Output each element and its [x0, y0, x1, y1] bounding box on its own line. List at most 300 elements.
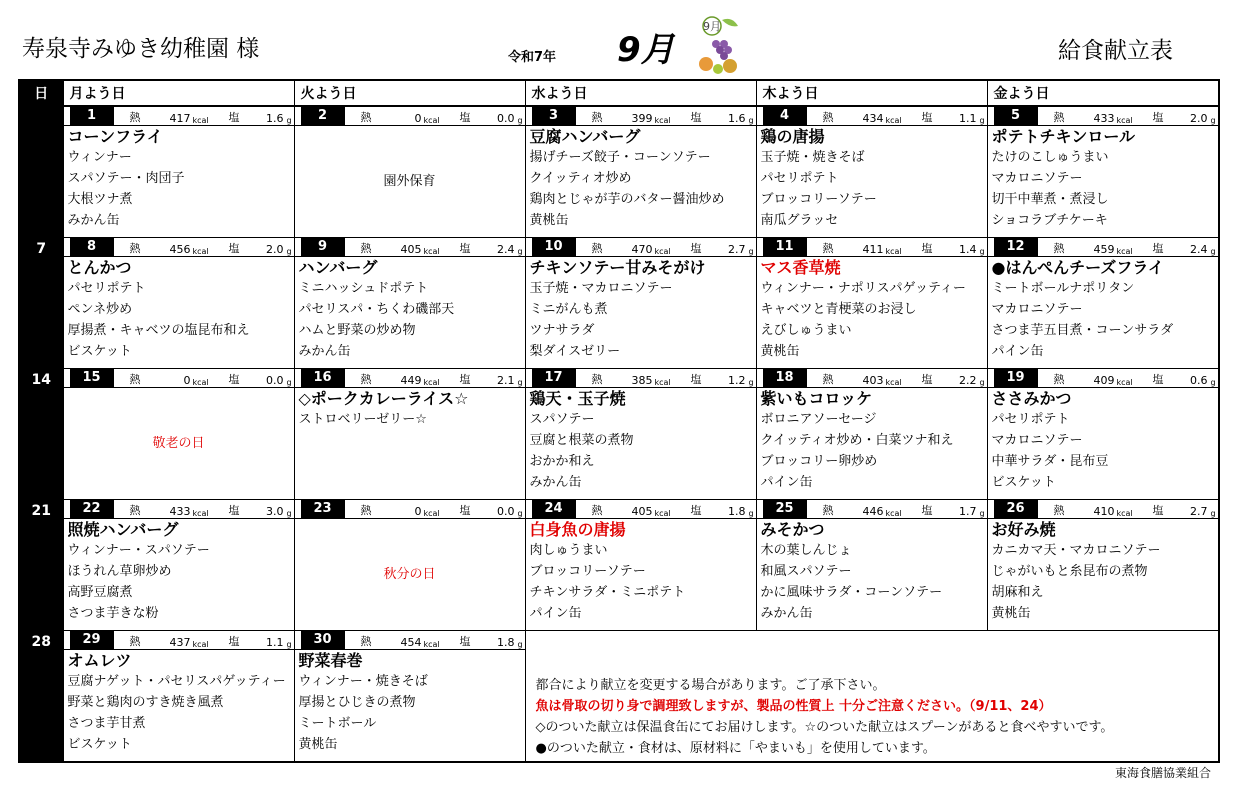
day-number: 9	[301, 238, 345, 256]
day-cell	[756, 106, 987, 238]
energy-value: 437	[169, 636, 191, 649]
salt-label: 塩	[459, 111, 471, 124]
energy-label: 熱	[822, 111, 834, 124]
energy-label: 熱	[822, 504, 834, 517]
side-dish: 大根ツナ煮	[67, 192, 133, 207]
nutrition-bar	[295, 500, 525, 519]
day-cell	[756, 238, 987, 369]
salt-label: 塩	[1152, 373, 1164, 386]
nutrition-bar	[526, 500, 756, 519]
main-dish: 紫いもコロッケ	[760, 389, 873, 408]
salt-value: 1.8	[728, 505, 746, 518]
day-cell	[987, 369, 1219, 500]
nutrition-bar	[295, 238, 525, 257]
side-dish: スパソテー・肉団子	[67, 171, 185, 186]
energy-unit: kcal	[423, 116, 440, 125]
salt-unit: g	[748, 378, 754, 387]
day-cell	[525, 238, 756, 369]
energy-value: 459	[1093, 243, 1115, 256]
day-cell	[63, 631, 294, 763]
energy-label: 熱	[129, 635, 141, 648]
main-dish: ◇ポークカレーライス☆	[298, 389, 469, 408]
salt-value: 2.0	[1190, 112, 1208, 125]
side-dish: さつま芋五目煮・コーンサラダ	[991, 323, 1174, 338]
main-dish: お好み焼	[991, 520, 1056, 539]
salt-label: 塩	[228, 242, 240, 255]
salt-unit: g	[286, 247, 292, 256]
side-dish: 玉子焼・マカロニソテー	[529, 281, 673, 296]
sunday-date: 14	[31, 372, 51, 388]
main-dish: コーンフライ	[67, 127, 163, 146]
nutrition-bar	[64, 631, 294, 650]
salt-label: 塩	[690, 504, 702, 517]
side-dish: パセリポテト	[67, 281, 146, 296]
day-number: 4	[763, 107, 807, 125]
side-dish: 豆腐と根菜の煮物	[529, 433, 634, 448]
salt-unit: g	[286, 378, 292, 387]
salt-label: 塩	[921, 242, 933, 255]
energy-value: 433	[1093, 112, 1115, 125]
day-number: 24	[532, 500, 576, 518]
day-cell	[63, 106, 294, 238]
energy-label: 熱	[360, 504, 372, 517]
salt-label: 塩	[1152, 242, 1164, 255]
energy-value: 470	[631, 243, 653, 256]
day-number: 10	[532, 238, 576, 256]
day-number: 2	[301, 107, 345, 125]
side-dish: ペンネ炒め	[67, 302, 133, 317]
side-dish: ミニハッシュドポテト	[298, 281, 429, 296]
salt-label: 塩	[921, 111, 933, 124]
menu-title: 給食献立表	[1058, 38, 1173, 64]
energy-value: 0	[183, 374, 191, 387]
day-cell	[987, 500, 1219, 631]
energy-value: 446	[862, 505, 884, 518]
energy-label: 熱	[360, 635, 372, 648]
nutrition-bar	[988, 238, 1219, 257]
day-cell	[63, 500, 294, 631]
energy-unit: kcal	[423, 640, 440, 649]
main-dish: 照焼ハンバーグ	[67, 520, 179, 539]
salt-label: 塩	[228, 111, 240, 124]
day-number: 19	[994, 369, 1038, 387]
energy-value: 399	[631, 112, 653, 125]
nutrition-bar	[295, 369, 525, 388]
day-cell	[63, 238, 294, 369]
salt-value: 0.6	[1190, 374, 1208, 387]
nutrition-bar	[757, 107, 987, 126]
art-label: 9月	[703, 20, 721, 33]
side-dish: ミニがんも煮	[529, 302, 608, 317]
salt-label: 塩	[690, 111, 702, 124]
week-row	[19, 369, 1219, 500]
side-dish: さつま芋甘煮	[67, 716, 146, 731]
nutrition-bar	[526, 238, 756, 257]
day-note: 秋分の日	[383, 567, 436, 582]
salt-value: 2.4	[1190, 243, 1208, 256]
side-dish: 胡麻和え	[991, 585, 1044, 600]
salt-label: 塩	[921, 504, 933, 517]
energy-unit: kcal	[423, 247, 440, 256]
nutrition-bar	[64, 500, 294, 519]
side-dish: 黄桃缶	[991, 606, 1031, 621]
side-dish: 木の葉しんじょ	[760, 543, 852, 558]
energy-unit: kcal	[1116, 247, 1133, 256]
side-dish: ハムと野菜の炒め物	[298, 323, 416, 338]
energy-label: 熱	[591, 242, 603, 255]
day-cell	[756, 500, 987, 631]
weekday-sun: 日	[19, 80, 63, 106]
side-dish: みかん缶	[529, 475, 582, 490]
side-dish: クイッティオ炒め・白菜ツナ和え	[760, 433, 954, 448]
side-dish: パセリスパ・ちくわ磯部天	[298, 302, 455, 317]
side-dish: キャベツと青梗菜のお浸し	[760, 302, 917, 317]
energy-value: 409	[1093, 374, 1115, 387]
day-cell	[63, 369, 294, 500]
energy-label: 熱	[822, 242, 834, 255]
side-dish: 豆腐ナゲット・パセリスパゲッティー	[67, 674, 286, 689]
salt-unit: g	[979, 116, 985, 125]
note-line: ●のついた献立・食材は、原材料に「やまいも」を使用しています。	[535, 741, 936, 756]
day-cell	[987, 238, 1219, 369]
energy-unit: kcal	[423, 378, 440, 387]
side-dish: ブロッコリーソテー	[760, 192, 877, 207]
energy-label: 熱	[1053, 504, 1065, 517]
day-number: 29	[70, 631, 114, 649]
energy-value: 0	[414, 112, 422, 125]
salt-label: 塩	[459, 635, 471, 648]
salt-label: 塩	[921, 373, 933, 386]
day-number: 11	[763, 238, 807, 256]
notes-body	[526, 675, 1219, 761]
side-dish: 厚揚とひじきの煮物	[298, 695, 416, 710]
salt-label: 塩	[228, 373, 240, 386]
nutrition-bar	[64, 238, 294, 257]
side-dish: カニカマ天・マカロニソテー	[991, 543, 1161, 558]
salt-value: 2.2	[959, 374, 977, 387]
energy-value: 0	[414, 505, 422, 518]
main-dish: ●はんぺんチーズフライ	[991, 258, 1164, 277]
nutrition-bar	[757, 500, 987, 519]
side-dish: さつま芋きな粉	[67, 606, 159, 621]
main-dish: マス香草焼	[760, 258, 841, 277]
sunday-cell	[19, 500, 63, 631]
side-dish: パイン缶	[991, 344, 1044, 359]
salt-unit: g	[286, 640, 292, 649]
day-number: 22	[70, 500, 114, 518]
energy-unit: kcal	[885, 378, 902, 387]
note-line: ◇のついた献立は保温食缶にてお届けします。☆のついた献立はスプーンがあると食べやすいです。	[535, 720, 1114, 735]
day-cell	[525, 106, 756, 238]
side-dish: 中華サラダ・昆布豆	[991, 454, 1109, 469]
side-dish: ボロニアソーセージ	[760, 412, 877, 427]
day-number: 23	[301, 500, 345, 518]
sunday-date	[20, 107, 63, 110]
energy-unit: kcal	[885, 247, 902, 256]
side-dish: ミートボールナポリタン	[991, 281, 1135, 296]
energy-label: 熱	[1053, 111, 1065, 124]
side-dish: ブロッコリーソテー	[529, 564, 646, 579]
main-dish: オムレツ	[67, 651, 132, 670]
day-cell	[294, 500, 525, 631]
nutrition-bar	[295, 631, 525, 650]
energy-value: 454	[400, 636, 422, 649]
side-dish: じゃがいもと糸昆布の煮物	[991, 564, 1148, 579]
sunday-cell	[19, 631, 63, 763]
salt-unit: g	[979, 509, 985, 518]
nutrition-bar	[988, 369, 1219, 388]
nutrition-bar	[64, 369, 294, 388]
salt-value: 1.4	[959, 243, 977, 256]
side-dish: みかん缶	[298, 344, 351, 359]
salt-value: 2.1	[497, 374, 515, 387]
side-dish: ウィンナー・スパソテー	[67, 543, 210, 558]
side-dish: 切干中華煮・煮浸し	[991, 192, 1109, 207]
salt-unit: g	[979, 247, 985, 256]
energy-value: 449	[400, 374, 422, 387]
nutrition-bar	[757, 238, 987, 257]
salt-unit: g	[748, 116, 754, 125]
day-cell	[525, 369, 756, 500]
side-dish: 鶏肉とじゃが芋のバター醤油炒め	[529, 192, 725, 207]
notes-panel	[525, 631, 1219, 763]
nutrition-bar	[64, 107, 294, 126]
salt-label: 塩	[228, 504, 240, 517]
week-row	[19, 631, 1219, 763]
energy-label: 熱	[591, 504, 603, 517]
day-cell	[987, 106, 1219, 238]
energy-unit: kcal	[1116, 116, 1133, 125]
salt-unit: g	[748, 509, 754, 518]
nutrition-bar	[526, 107, 756, 126]
salt-unit: g	[517, 509, 523, 518]
side-dish: かに風味サラダ・コーンソテー	[760, 585, 943, 600]
side-dish: 黄桃缶	[760, 344, 800, 359]
sunday-cell	[19, 369, 63, 500]
salt-value: 0.0	[497, 112, 515, 125]
day-cell	[525, 500, 756, 631]
energy-label: 熱	[1053, 373, 1065, 386]
energy-label: 熱	[129, 242, 141, 255]
side-dish: ツナサラダ	[529, 323, 595, 338]
energy-label: 熱	[360, 111, 372, 124]
day-cell	[294, 369, 525, 500]
side-dish: 肉しゅうまい	[529, 543, 608, 558]
side-dish: パセリポテト	[760, 171, 839, 186]
month-title: 9月	[617, 30, 675, 70]
nutrition-bar	[295, 107, 525, 126]
side-dish: 高野豆腐煮	[67, 585, 133, 600]
nutrition-bar	[757, 369, 987, 388]
salt-unit: g	[517, 378, 523, 387]
salt-value: 2.7	[728, 243, 746, 256]
week-row	[19, 500, 1219, 631]
day-number: 16	[301, 369, 345, 387]
salt-label: 塩	[690, 373, 702, 386]
side-dish: ウィンナー・焼きそば	[298, 674, 428, 689]
main-dish: とんかつ	[67, 258, 132, 277]
energy-value: 456	[169, 243, 191, 256]
salt-label: 塩	[459, 242, 471, 255]
side-dish: 揚げチーズ餃子・コーンソテー	[529, 150, 711, 165]
day-cell	[294, 238, 525, 369]
salt-value: 3.0	[266, 505, 284, 518]
side-dish: おかか和え	[529, 454, 595, 469]
side-dish: ビスケット	[67, 344, 132, 359]
side-dish: チキンサラダ・ミニポテト	[529, 585, 686, 600]
weekday-header-row	[19, 80, 1219, 106]
energy-value: 410	[1093, 505, 1115, 518]
side-dish: マカロニソテー	[991, 171, 1083, 186]
side-dish: クイッティオ炒め	[529, 171, 632, 186]
sunday-date: 7	[36, 241, 47, 257]
side-dish: 野菜と鶏肉のすき焼き風煮	[67, 695, 224, 710]
salt-value: 2.4	[497, 243, 515, 256]
energy-value: 405	[400, 243, 422, 256]
day-number: 30	[301, 631, 345, 649]
energy-unit: kcal	[192, 247, 209, 256]
side-dish: マカロニソテー	[991, 302, 1083, 317]
side-dish: パイン缶	[760, 475, 813, 490]
energy-value: 411	[862, 243, 884, 256]
note-line: 魚は骨取の切り身で調理致しますが、製品の性質上 十分ご注意ください。（9/11、24）	[535, 699, 1052, 714]
salt-value: 1.6	[728, 112, 746, 125]
day-number: 12	[994, 238, 1038, 256]
day-number: 25	[763, 500, 807, 518]
side-dish: パイン缶	[529, 606, 582, 621]
energy-unit: kcal	[885, 116, 902, 125]
side-dish: 黄桃缶	[298, 737, 338, 752]
main-dish: 鶏の唐揚	[760, 127, 825, 146]
side-dish: 玉子焼・焼きそば	[760, 150, 865, 165]
energy-value: 403	[862, 374, 884, 387]
energy-unit: kcal	[192, 640, 209, 649]
main-dish: みそかつ	[760, 520, 825, 539]
side-dish: 梨ダイスゼリー	[529, 344, 621, 359]
side-dish: みかん缶	[67, 213, 120, 228]
salt-value: 1.8	[497, 636, 515, 649]
salt-label: 塩	[1152, 504, 1164, 517]
energy-label: 熱	[129, 111, 141, 124]
main-dish: 豆腐ハンバーグ	[529, 127, 641, 146]
weekday-mon: 月よう日	[63, 80, 294, 106]
side-dish: ショコラブチケーキ	[991, 213, 1108, 228]
note-line: 都合により献立を変更する場合があります。ご了承下さい。	[535, 678, 886, 693]
salt-unit: g	[517, 640, 523, 649]
side-dish: ほうれん草卵炒め	[67, 564, 172, 579]
nutrition-bar	[988, 500, 1219, 519]
salt-value: 1.6	[266, 112, 284, 125]
salt-unit: g	[517, 116, 523, 125]
weekday-wed: 水よう日	[525, 80, 756, 106]
salt-value: 0.0	[497, 505, 515, 518]
energy-label: 熱	[591, 373, 603, 386]
energy-label: 熱	[360, 242, 372, 255]
salt-value: 2.7	[1190, 505, 1208, 518]
menu-calendar	[18, 79, 1220, 763]
side-dish: スパソテー	[529, 412, 595, 427]
salt-value: 1.1	[266, 636, 284, 649]
side-dish: ウィンナー・ナポリスパゲッティー	[760, 281, 966, 296]
main-dish: 鶏天・玉子焼	[529, 389, 626, 408]
salt-value: 2.0	[266, 243, 284, 256]
day-number: 17	[532, 369, 576, 387]
main-dish: チキンソテー甘みそがけ	[529, 258, 706, 277]
energy-label: 熱	[591, 111, 603, 124]
day-number: 15	[70, 369, 114, 387]
salt-unit: g	[1210, 378, 1216, 387]
energy-unit: kcal	[423, 509, 440, 518]
energy-value: 385	[631, 374, 653, 387]
side-dish: ストロベリーゼリー☆	[298, 412, 427, 427]
week-row	[19, 106, 1219, 238]
side-dish: パセリポテト	[991, 412, 1070, 427]
salt-label: 塩	[459, 504, 471, 517]
sunday-cell	[19, 238, 63, 369]
energy-unit: kcal	[654, 116, 671, 125]
day-cell	[756, 369, 987, 500]
weekday-thu: 木よう日	[756, 80, 987, 106]
side-dish: たけのこしゅうまい	[991, 150, 1109, 165]
side-dish: 和風スパソテー	[760, 564, 852, 579]
sunday-date: 28	[31, 634, 51, 650]
side-dish: 南瓜グラッセ	[760, 213, 839, 228]
energy-unit: kcal	[654, 247, 671, 256]
day-number: 26	[994, 500, 1038, 518]
energy-unit: kcal	[1116, 509, 1133, 518]
day-note: 敬老の日	[152, 436, 205, 451]
salt-unit: g	[1210, 509, 1216, 518]
day-note: 園外保育	[383, 174, 436, 189]
main-dish: ポテトチキンロール	[991, 127, 1136, 146]
salt-value: 0.0	[266, 374, 284, 387]
salt-unit: g	[286, 116, 292, 125]
side-dish: マカロニソテー	[991, 433, 1083, 448]
side-dish: えびしゅうまい	[760, 323, 852, 338]
day-cell	[294, 106, 525, 238]
energy-value: 417	[169, 112, 191, 125]
energy-label: 熱	[1053, 242, 1065, 255]
salt-unit: g	[748, 247, 754, 256]
sunday-date: 21	[31, 503, 51, 519]
grape-fruit-illustration	[694, 14, 744, 76]
energy-unit: kcal	[1116, 378, 1133, 387]
energy-label: 熱	[360, 373, 372, 386]
day-number: 5	[994, 107, 1038, 125]
salt-value: 1.1	[959, 112, 977, 125]
day-number: 18	[763, 369, 807, 387]
energy-unit: kcal	[192, 509, 209, 518]
salt-unit: g	[1210, 247, 1216, 256]
day-cell	[294, 631, 525, 763]
side-dish: ビスケット	[991, 475, 1056, 490]
school-name: 寿泉寺みゆき幼稚園 様	[22, 36, 260, 62]
salt-value: 1.7	[959, 505, 977, 518]
side-dish: ブロッコリー卵炒め	[760, 454, 878, 469]
main-dish: 野菜春巻	[298, 651, 363, 670]
energy-value: 434	[862, 112, 884, 125]
energy-unit: kcal	[654, 378, 671, 387]
main-dish: ハンバーグ	[298, 258, 378, 277]
main-dish: 白身魚の唐揚	[529, 520, 626, 539]
day-number: 1	[70, 107, 114, 125]
salt-label: 塩	[459, 373, 471, 386]
side-dish: ウィンナー	[67, 150, 132, 165]
side-dish: 厚揚煮・キャベツの塩昆布和え	[67, 323, 250, 338]
side-dish: 黄桃缶	[529, 213, 569, 228]
era-year: 令和7年	[508, 50, 557, 65]
side-dish: ミートボール	[298, 716, 377, 731]
